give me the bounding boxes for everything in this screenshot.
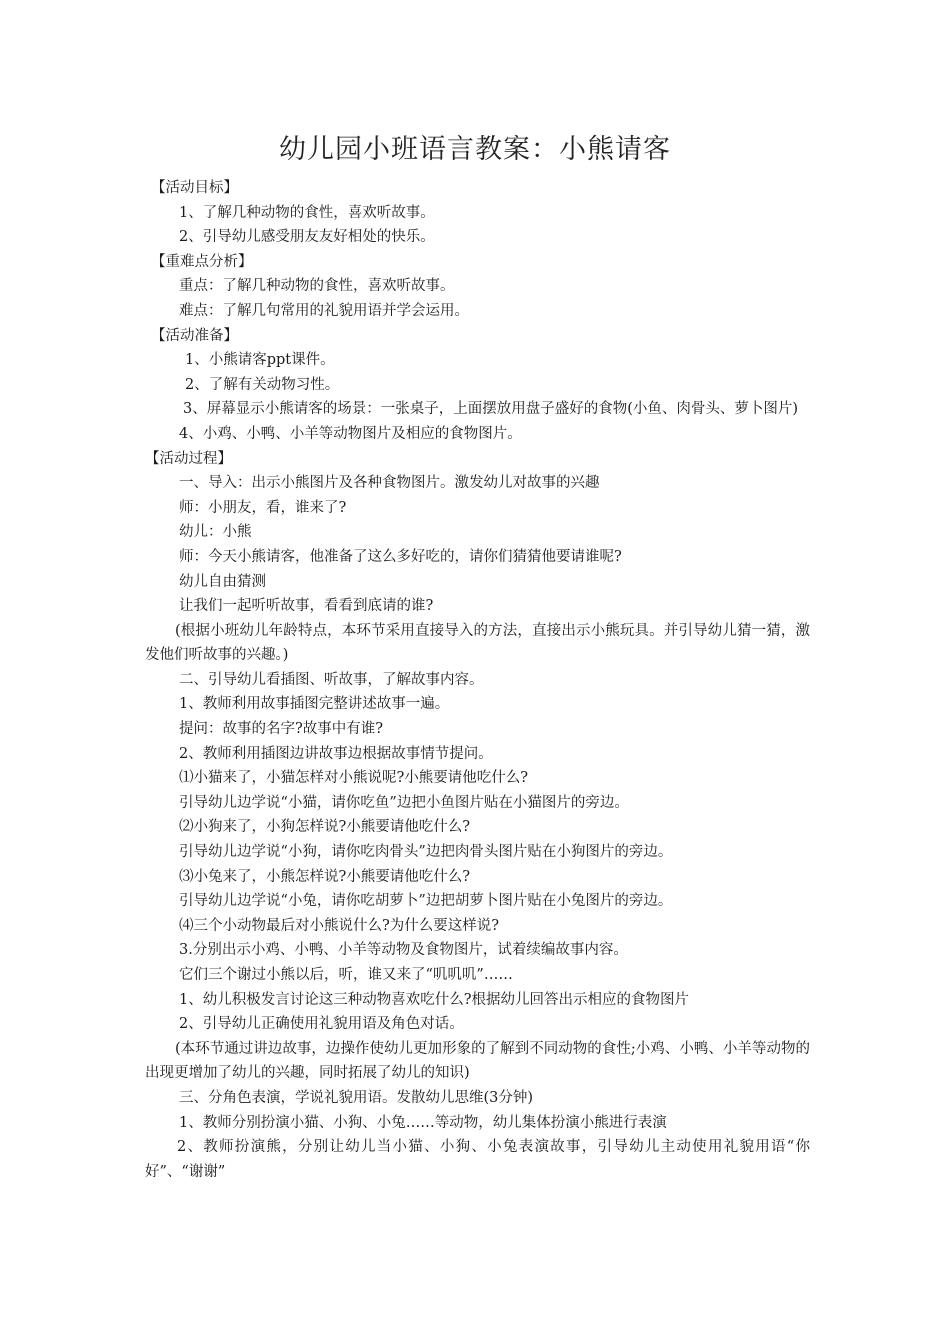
paragraph: 1、幼儿积极发言讨论这三种动物喜欢吃什么?根据幼儿回答出示相应的食物图片 — [179, 991, 689, 1008]
paragraph: 2、教师扮演熊，分别让幼儿当小猫、小狗、小兔表演故事，引导幼儿主动使用礼貌用语“你好”、“谢谢” — [145, 1139, 810, 1180]
section-heading-key-points: 【重难点分析】 — [151, 253, 253, 270]
paragraph: ⑵小狗来了，小狗怎样说?小熊要请他吃什么? — [179, 819, 471, 836]
paragraph: 幼儿：小熊 — [179, 524, 252, 541]
paragraph: ⑷三个小动物最后对小熊说什么?为什么要这样说? — [179, 917, 500, 934]
paragraph: 1、了解几种动物的食性，喜欢听故事。 — [179, 204, 435, 221]
paragraph: 提问：故事的名字?故事中有谁? — [179, 721, 384, 738]
paragraph: 2、教师利用插图边讲故事边根据故事情节提问。 — [179, 745, 493, 762]
paragraph: 幼儿自由猜测 — [179, 573, 266, 590]
paragraph: ⑴小猫来了，小猫怎样对小熊说呢?小熊要请他吃什么? — [179, 770, 529, 787]
paragraph: 三、分角色表演，学说礼貌用语。发散幼儿思维(3分钟) — [179, 1089, 534, 1106]
paragraph: 3.分别出示小鸡、小鸭、小羊等动物及食物图片，试着续编故事内容。 — [179, 942, 628, 959]
paragraph: (根据小班幼儿年龄特点，本环节采用直接导入的方法，直接出示小熊玩具。并引导幼儿猜一猜，激发他们听故事的兴趣。) — [145, 622, 810, 664]
section-heading-goals: 【活动目标】 — [151, 180, 238, 196]
paragraph: ⑶小兔来了，小熊怎样说?小熊要请他吃什么? — [179, 868, 471, 885]
paragraph: 让我们一起听听故事，看看到底请的谁? — [179, 598, 434, 615]
paragraph: 2、了解有关动物习性。 — [185, 376, 340, 393]
paragraph: 师：小朋友，看，谁来了? — [179, 499, 347, 516]
paragraph: 引导幼儿边学说“小兔，请你吃胡萝卜”边把胡萝卜图片贴在小兔图片的旁边。 — [179, 893, 673, 910]
paragraph: 2、引导幼儿感受朋友友好相处的快乐。 — [179, 229, 435, 246]
paragraph: 2、引导幼儿正确使用礼貌用语及角色对话。 — [179, 1016, 464, 1033]
paragraph: 引导幼儿边学说“小猫，请你吃鱼”边把小鱼图片贴在小猫图片的旁边。 — [179, 794, 629, 811]
paragraph: 难点：了解几句常用的礼貌用语并学会运用。 — [179, 302, 469, 319]
paragraph: 引导幼儿边学说“小狗，请你吃肉骨头”边把肉骨头图片贴在小狗图片的旁边。 — [179, 844, 673, 861]
paragraph: 1、小熊请客ppt课件。 — [185, 352, 335, 369]
paragraph: 它们三个谢过小熊以后，听，谁又来了“叽叽叽”…… — [179, 967, 513, 983]
section-heading-preparation: 【活动准备】 — [151, 327, 238, 344]
document-title: 幼儿园小班语言教案：小熊请客 — [279, 134, 671, 165]
paragraph: (本环节通过讲边故事，边操作使幼儿更加形象的了解到不同动物的食性;小鸡、小鸭、小羊等动物的出现更增加了幼儿的兴趣，同时拓展了幼儿的知识) — [145, 1040, 810, 1082]
paragraph: 重点：了解几种动物的食性，喜欢听故事。 — [179, 278, 455, 295]
paragraph: 师：今天小熊请客，他准备了这么多好吃的，请你们猜猜他要请谁呢? — [179, 548, 622, 565]
document-body — [145, 176, 810, 1184]
paragraph: 二、引导幼儿看插图、听故事，了解故事内容。 — [179, 671, 484, 688]
paragraph: 1、教师利用故事插图完整讲述故事一遍。 — [179, 696, 450, 713]
paragraph: 一、导入：出示小熊图片及各种食物图片。激发幼儿对故事的兴趣 — [179, 475, 600, 492]
paragraph: 3、屏幕显示小熊请客的场景：一张桌子，上面摆放用盘子盛好的食物(小鱼、肉骨头、萝卜图片) — [183, 401, 799, 418]
paragraph: 4、小鸡、小鸭、小羊等动物图片及相应的食物图片。 — [179, 425, 522, 442]
paragraph: 1、教师分别扮演小猫、小狗、小兔……等动物，幼儿集体扮演小熊进行表演 — [179, 1114, 667, 1131]
section-heading-process: 【活动过程】 — [145, 450, 232, 467]
